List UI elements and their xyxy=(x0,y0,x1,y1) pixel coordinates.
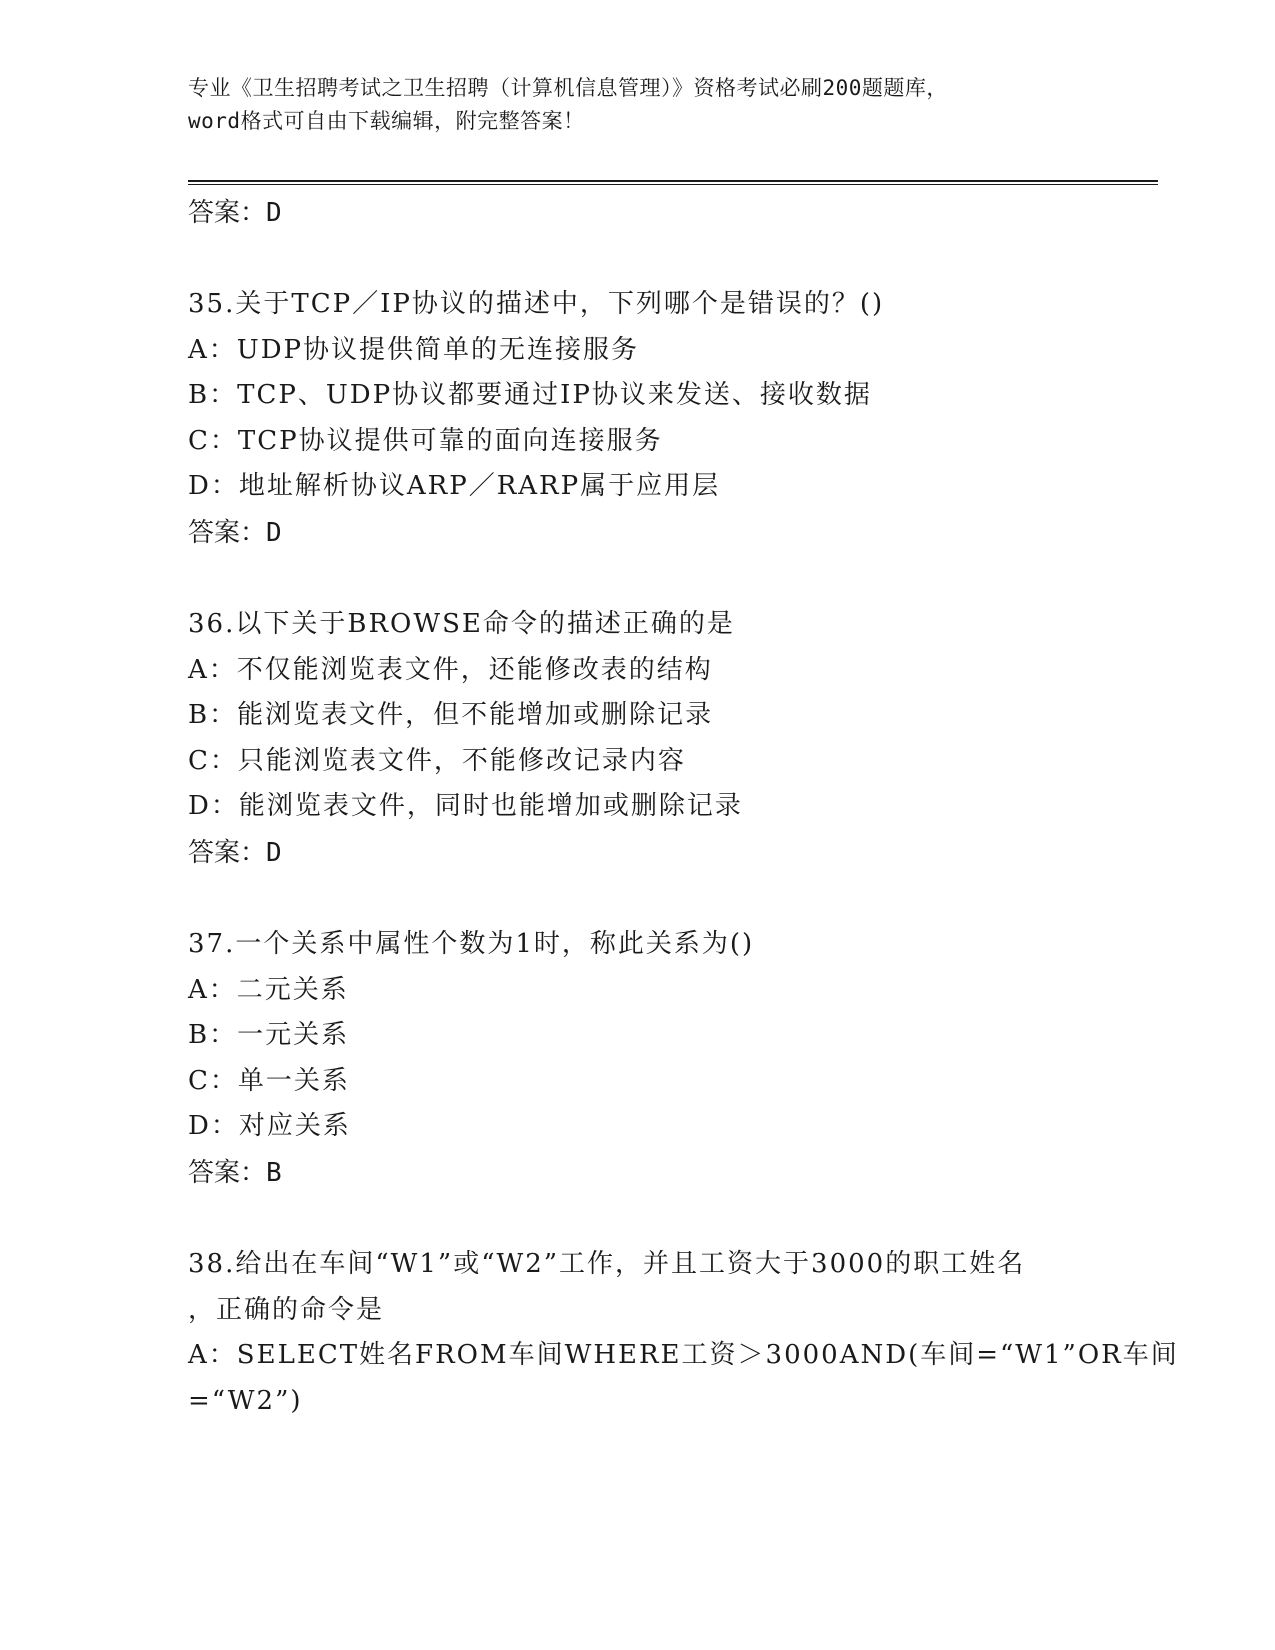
option-a-line-1: A：SELECT姓名FROM车间WHERE工资＞3000AND(车间=“W1”OR车间 xyxy=(188,1340,1179,1371)
option-a: A：不仅能浏览表文件，还能修改表的结构 xyxy=(188,654,713,685)
option-a-line-2: =“W2”) xyxy=(188,1385,303,1416)
question-36 xyxy=(188,602,1088,876)
option-a: A：二元关系 xyxy=(188,974,349,1005)
question-35 xyxy=(188,282,1088,556)
option-c: C：单一关系 xyxy=(188,1065,350,1096)
document-header xyxy=(188,72,1088,138)
option-d: D：能浏览表文件，同时也能增加或删除记录 xyxy=(188,791,743,822)
header-rule-thick xyxy=(188,180,1158,182)
question-text: 35.关于TCP／IP协议的描述中，下列哪个是错误的？() xyxy=(188,289,885,319)
option-b: B：TCP、UDP协议都要通过IP协议来发送、接收数据 xyxy=(188,380,872,411)
option-d: D：地址解析协议ARP／RARP属于应用层 xyxy=(188,471,721,502)
question-37 xyxy=(188,922,1088,1196)
answer-line: 答案：D xyxy=(188,837,282,868)
option-b: B：能浏览表文件，但不能增加或删除记录 xyxy=(188,700,714,731)
header-line-2: word格式可自由下载编辑，附完整答案！ xyxy=(188,109,585,133)
option-b: B：一元关系 xyxy=(188,1020,350,1051)
answer-line: 答案：D xyxy=(188,198,282,228)
option-c: C：只能浏览表文件，不能修改记录内容 xyxy=(188,745,686,776)
question-list xyxy=(188,190,1179,1424)
option-c: C：TCP协议提供可靠的面向连接服务 xyxy=(188,425,663,456)
option-d: D：对应关系 xyxy=(188,1111,351,1142)
question-text-line-1: 38.给出在车间“W1”或“W2”工作，并且工资大于3000的职工姓名 xyxy=(188,1248,1026,1279)
question-38 xyxy=(188,1242,1179,1424)
answer-line: 答案：B xyxy=(188,1157,282,1188)
question-text-line-2: ，正确的命令是 xyxy=(188,1294,385,1325)
option-a xyxy=(188,1333,1179,1424)
header-rule-thin xyxy=(188,184,1158,185)
header-line-1: 专业《卫生招聘考试之卫生招聘（计算机信息管理）》资格考试必刷200题题库， xyxy=(188,76,948,100)
question-text: 36.以下关于BROWSE命令的描述正确的是 xyxy=(188,608,735,639)
answer-line: 答案：D xyxy=(188,517,282,548)
question-text: 37.一个关系中属性个数为1时，称此关系为() xyxy=(188,928,755,959)
option-a: A：UDP协议提供简单的无连接服务 xyxy=(188,334,640,365)
question-text xyxy=(188,1242,1088,1333)
